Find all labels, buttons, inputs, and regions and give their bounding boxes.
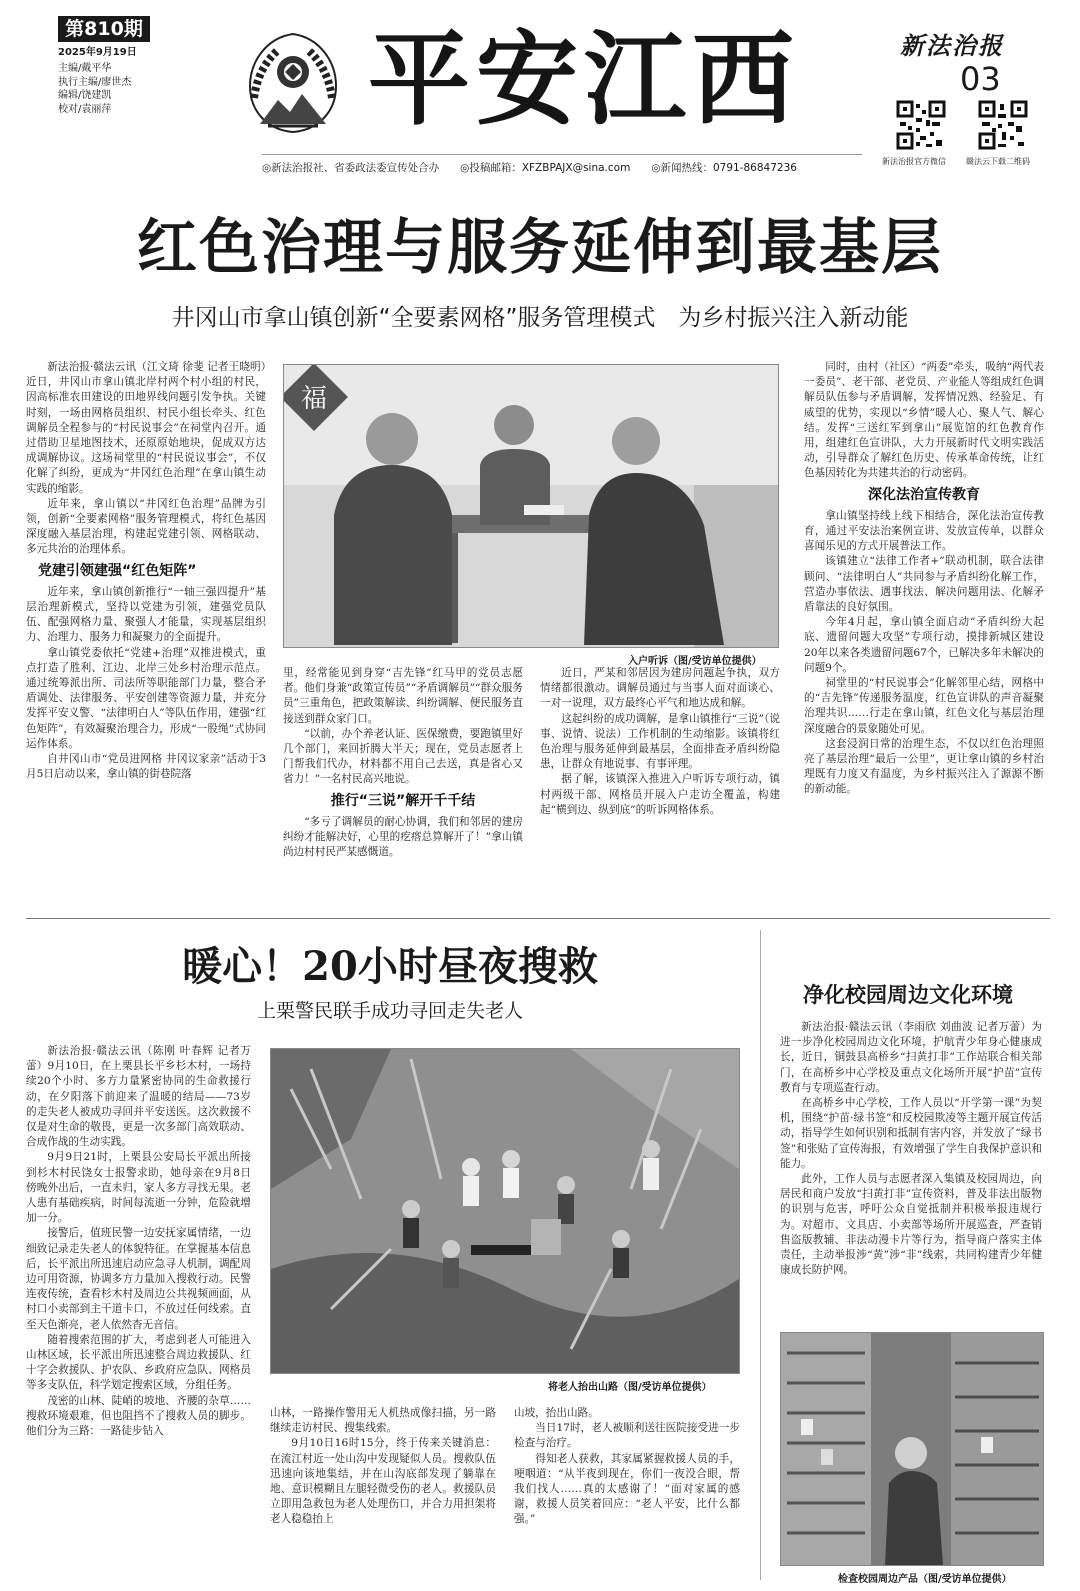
- article2-paragraph: 9月9日21时，上栗县公安局长平派出所接到杉木村民饶女士报警求助，她母亲在9月8日傍晚外出后，一直未归，家人多方寻找无果。老人患有基础疾病，时间每流逝一分钟，危险就增加一分。: [26, 1151, 251, 1225]
- article3-paragraph: 此外，工作人员与志愿者深入集镇及校园周边，向居民和商户发放“扫黄打非”宣传资料，普及非法出版物的识别与危害，呼吁公众自觉抵制并积极举报违规行为。对超市、文具店、小卖部等场所开展巡查，严查销售盗版教辅、非法动漫卡片等行为，指导商户落实主体责任，主动举报涉“黄”涉“非”线索，共同构建青少年健康成长防护网。: [780, 1173, 1042, 1277]
- credit-layout: 编辑/饶建凯: [58, 90, 112, 101]
- article1-paragraph: 近日，严某和邻居因为建房问题起争执，双方情绪都很激动。调解员通过与当事人面对面谈心、一对一说理，双方最终心平气和地达成和解。: [540, 667, 780, 710]
- article2-column-3: [514, 1406, 740, 1528]
- article2-paragraph: 山林，一路操作警用无人机热成像扫描，另一路继续走访村民、搜集线索。: [270, 1407, 496, 1435]
- svg-text:福: 福: [300, 384, 328, 414]
- article1-lead: 新法治报·赣法云讯（江文琦 徐斐 记者王晓明）近日，井冈山市拿山镇北岸村两个村小组的村民，因高标准农田建设的田地界线问题引发争执。关键时刻，一场由网格员组织、村民小组长牵头、红色调解员全程参与的“村民说事会”在祠堂内召开。通过借助卫星地图技术，还原原始地块，促成双方达成调解协议。这场祠堂里的“村民说议事会”，不仅化解了纠纷，更成为“井冈红色治理”在拿山镇生动实践的缩影。: [26, 361, 266, 495]
- article2-column-1: [26, 1044, 251, 1439]
- credit-exec-editor: 执行主编/廖世杰: [58, 76, 132, 88]
- article2-photo-caption: 将老人抬出山路（图/受访单位提供）: [548, 1382, 712, 1393]
- masthead-info-line: ◎新法治报社、省委政法委宣传处合办 ◎投稿邮箱：XFZBPAJX@sina.com ◎新闻热线：0791-86847236: [262, 162, 797, 174]
- article1-photo: [283, 364, 779, 648]
- article2-paragraph: 9月10日16时15分，终于传来关键消息：在流江村近一处山沟中发现疑似人员。搜救队伍迅速向该地集结，并在山沟底部发现了躺靠在地、意识模糊且左腿轻微受伤的老人。救援队员立即用急救包为老人处理伤口，并合力用担架将老人稳稳抬上: [270, 1437, 496, 1526]
- section-divider: [26, 918, 1050, 919]
- article1-paragraph: 祠堂里的“村民说事会”化解邻里心结，网格中的“吉先锋”传递服务温度，红色宣讲队的声音凝聚治理共识……行走在拿山镇，红色文化与基层治理深度融合的景象随处可见。: [804, 677, 1044, 735]
- credit-proof: 校对/袁丽萍: [58, 103, 112, 115]
- article1-column-1: [26, 360, 266, 782]
- article1-paragraph: 自井冈山市“党员进网格 井冈议家亲”活动于3月5日启动以来，拿山镇的街巷院落: [26, 753, 266, 781]
- article1-paragraph: “以前，办个养老认证、医保缴费，要跑镇里好几个部门，来回折腾大半天；现在，党员志愿者上门帮我们代办，材料都不用自己去送，真是省心又省力！”一名村民高兴地说。: [283, 727, 523, 786]
- article3-photo: [780, 1332, 1044, 1566]
- article1-paragraph: 这套浸润日常的治理生态，不仅以红色治理照亮了基层治理“最后一公里”，更让拿山镇的乡村治理既有力度又有温度，为乡村振兴注入了源源不断的新动能。: [804, 737, 1044, 796]
- article2-paragraph: 接警后，值班民警一边安抚家属情绪，一边细致记录走失老人的体貌特征。在掌握基本信息后，长平派出所迅速启动应急寻人机制，调配周边可用资源，协调多方力量加入搜救行动。民警连夜传统，查看杉木村及周边公共视频画面，从村口小卖部到主干道卡口，不放过任何线索。直至天色渐亮，老人依然杳无音信。: [26, 1227, 251, 1331]
- article3-lead: 新法治报·赣法云讯（李雨欣 刘曲波 记者万蕾）为进一步净化校园周边文化环境，护航青少年身心健康成长，近日，铜鼓县高桥乡“扫黄打非”工作站联合相关部门，在高桥乡中心学校及重点文化场所开展“护苗”宣传教育与专项巡查行动。: [780, 1021, 1042, 1094]
- masthead-rule: [262, 154, 862, 155]
- article2-lead: 新法治报·赣法云讯（陈刚 叶春辉 记者万蕾）9月10日，在上栗县长平乡杉木村，一场持续20个小时、多方力量紧密协同的生命救援行动，在夕阳落下前迎来了温暖的结局——73岁的走失老人被成功寻回并平安送医。这次救援不仅是对生命的敬畏，更是一次多部门高效联动、合成作战的生动实践。: [26, 1045, 251, 1149]
- article3-paragraph: 在高桥乡中心学校，工作人员以“开学第一课”为契机，围绕“护苗·绿书签”和反校园欺凌等主题开展宣传活动，指导学生如何识别和抵制有害内容，并发放了“绿书签”和张贴了宣传海报，有效增强了学生自我保护意识和能力。: [780, 1097, 1042, 1170]
- police-emblem-icon: [238, 28, 348, 138]
- issue-badge: 第810期: [58, 16, 150, 42]
- article1-paragraph: 拿山镇党委依托“党建+治理”双推进模式，重点打造了胜利、江边、北岸三处乡村治理示范点。通过统筹派出所、司法所等职能部门力量，整合矛盾调处、法律服务、平安创建等资源力量，并充分发挥平安义警、“法律明白人”等队伍作用，建强“红色矩阵”，有效凝聚治理合力，形成“一股绳”式协同运作体系。: [26, 646, 266, 750]
- qr-code-app-icon: [978, 100, 1028, 150]
- qr-code-wechat-icon: [896, 100, 946, 150]
- article2-paragraph: 茂密的山林、陡峭的坡地、齐腰的杂草……搜救环境艰难，但也阻挡不了搜救人员的脚步。他们分为三路：一路徒步钻入: [26, 1394, 251, 1438]
- article1-subheadline: 井冈山市拿山镇创新“全要素网格”服务管理模式 为乡村振兴注入新动能: [171, 305, 909, 331]
- article1-paragraph: 据了解，该镇深入推进入户听诉专项行动，镇村两级干部、网格员开展入户走访全覆盖，构建起“横到边、纵到底”的听诉网格体系。: [540, 773, 780, 816]
- article1-paragraph: 今年4月起，拿山镇全面启动“矛盾纠纷大起底、遗留问题大攻坚”专项行动，摸排新城区建设20年以来各类遗留问题67个，已解决多年未解决的问题9个。: [804, 616, 1044, 674]
- article2-subheadline: 上栗警民联手成功寻回走失老人: [256, 1000, 523, 1022]
- article1-paragraph: 这起纠纷的成功调解，是拿山镇推行“三说”（说事、说情、说法）工作机制的生动缩影。该镇将红色治理与服务延伸到最基层，全面排查矛盾纠纷隐患，让群众有地说事、有事评理。: [540, 712, 780, 771]
- article1-paragraph: 该镇建立“法律工作者+”联动机制，联合法律顾问、“法律明白人”共同参与矛盾纠纷化解工作，营造办事依法、遇事找法、解决问题用法、化解矛盾靠法的良好氛围。: [804, 555, 1044, 614]
- article1-column-2: [283, 666, 523, 860]
- page-number: 03: [960, 60, 1001, 98]
- brand-name: 新法治报: [900, 31, 1004, 60]
- article3-body: [780, 1020, 1042, 1278]
- article1-paragraph: 近年来，拿山镇创新推行“一轴三强四提升”基层治理新模式，坚持以党建为引领，建强党员队伍、配强网格力量、聚强人才能量，实现基层组织力、治理力、服务力和凝聚力的全面提升。: [26, 585, 266, 644]
- qr-caption-app: 赣法云下载二维码: [966, 157, 1030, 166]
- article1-photo-caption: 入户听诉（图/受访单位提供）: [628, 656, 762, 667]
- credits: [58, 62, 198, 116]
- column-divider: [760, 930, 761, 1580]
- article1-paragraph: 里，经常能见到身穿“吉先锋”红马甲的党员志愿者。他们身兼“政策宣传员”“矛盾调解员”“群众服务员”三重角色，把政策解读、纠纷调解、便民服务直接送到群众家门口。: [283, 667, 523, 725]
- article1-section-heading-2: 推行“三说”解开千千结: [330, 792, 476, 809]
- article2-headline: 暖心！20小时昼夜搜救: [182, 943, 598, 990]
- masthead-title: 平安江西: [368, 20, 800, 140]
- article3-headline: 净化校园周边文化环境: [803, 983, 1013, 1007]
- article2-paragraph: 当日17时，老人被顺利送往医院接受进一步检查与治疗。: [514, 1422, 740, 1450]
- article1-paragraph: 拿山镇坚持线上线下相结合，深化法治宣传教育，通过平安法治案例宣讲、发放宣传单，以群众喜闻乐见的方式开展普法工作。: [804, 509, 1044, 553]
- article1-paragraph: “多亏了调解员的耐心协调，我们和邻居的建房纠纷才能解决好，心里的疙瘩总算解开了！”拿山镇尚边村村民严某感慨道。: [283, 815, 523, 859]
- article1-section-heading-3: 深化法治宣传教育: [868, 486, 980, 503]
- article1-column-3: [540, 666, 780, 818]
- article2-column-2: [270, 1406, 496, 1528]
- article3-photo-caption: 检查校园周边产品（图/受访单位提供）: [838, 1574, 1012, 1585]
- article1-column-4: [804, 360, 1044, 798]
- article2-paragraph: 得知老人获救，其家属紧握救援人员的手，哽咽道：“从半夜到现在，你们一夜没合眼，帮我们找人……真的太感谢了！”面对家属的感谢，救援人员笑着回应：“老人平安，比什么都强。”: [514, 1452, 740, 1526]
- article1-section-heading-1: 党建引领建强“红色矩阵”: [38, 562, 197, 579]
- article2-paragraph: 随着搜索范围的扩大，考虑到老人可能进入山林区域，长平派出所迅速整合周边救援队、红十字会救援队、护农队、乡政府应急队、网格员等多支队伍，科学划定搜索区域，分组任务。: [26, 1333, 251, 1392]
- qr-caption-wechat: 新法治报官方微信: [882, 157, 946, 166]
- article1-paragraph: 近年来，拿山镇以“井冈红色治理”品牌为引领，创新“全要素网格”服务管理模式，将红色基因深度融入基层治理，构建起党建引领、网格联动、多元共治的治理体系。: [26, 497, 266, 556]
- article1-paragraph: 同时，由村（社区）“两委”牵头，吸纳“两代表一委员”、老干部、老党员、产业能人等组成红色调解员队伍参与矛盾调解，发挥情况熟、经验足、有威望的优势，实现以“乡情”暖人心、聚人气、解心结。发挥“三送红军到拿山”展览馆的红色教育作用，组建红色宣讲队，大力开展新时代文明实践活动，引导群众了解红色历史、传承革命传统，让红色基因转化为共建共治的行动密码。: [804, 361, 1044, 480]
- masthead: [0, 0, 1080, 185]
- issue-date: 2025年9月19日: [58, 47, 137, 58]
- article2-paragraph: 山坡，抬出山路。: [514, 1407, 599, 1419]
- article1-headline: 红色治理与服务延伸到最基层: [137, 213, 943, 283]
- article2-photo: [270, 1048, 740, 1374]
- credit-editor: 主编/戴平华: [58, 63, 112, 74]
